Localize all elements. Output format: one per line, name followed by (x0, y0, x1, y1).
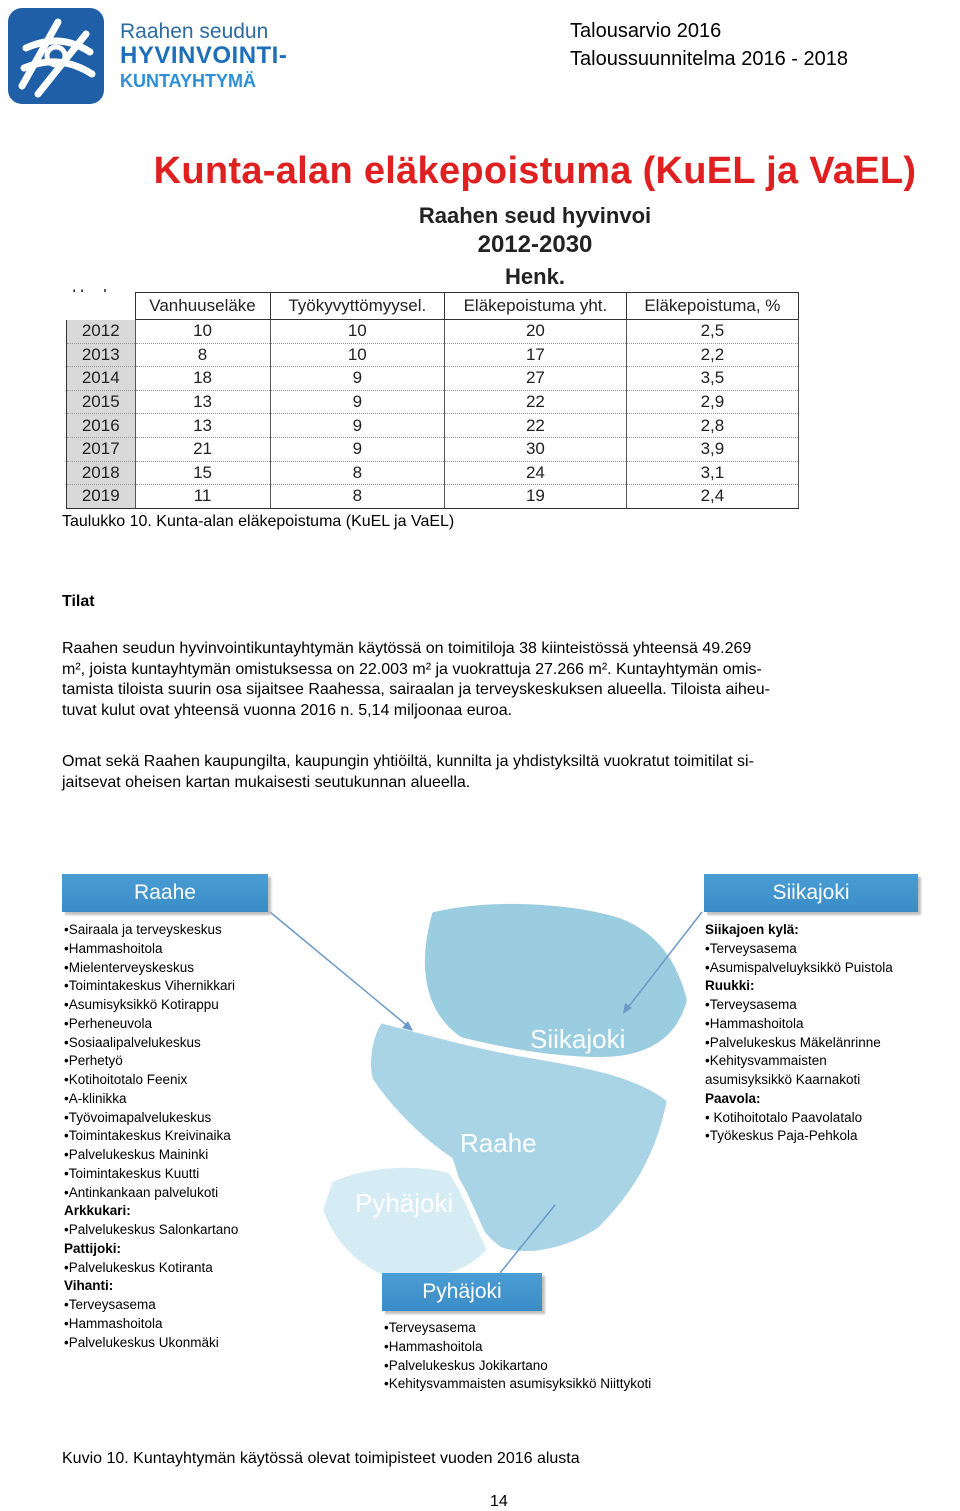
value-cell: 9 (270, 414, 445, 438)
paragraph-line: jaitsevat oheisen kartan mukaisesti seutukunnan alueella. (62, 773, 471, 791)
section-heading: Tilat (62, 593, 95, 610)
value-cell: 13 (135, 414, 270, 438)
pension-chart-subtitle-3: Henk. (505, 264, 565, 289)
value-cell: 8 (270, 485, 445, 509)
list-item: •Työkeskus Paja-Pehkola (705, 1128, 858, 1144)
paragraph-line: Raahen seudun hyvinvointikuntayhtymän käytössä on toimitiloja 38 kiinteistössä yhteensä 49.269 (62, 640, 752, 657)
value-cell: 2,8 (626, 414, 798, 438)
table-header-row (67, 293, 799, 320)
year-cell: 2017 (67, 437, 136, 461)
value-cell: 2,4 (626, 485, 798, 509)
value-cell: 9 (270, 437, 445, 461)
document-subtitle: Taloussuunnitelma 2016 - 2018 (570, 48, 848, 70)
value-cell: 15 (135, 461, 270, 485)
list-item: •Sairaala ja terveyskeskus (64, 922, 222, 937)
value-cell: 19 (445, 485, 627, 509)
value-cell: 3,9 (626, 437, 798, 461)
table-row (67, 320, 799, 344)
list-item: •A-klinikka (64, 1090, 127, 1106)
list-item: •Perhetyö (64, 1053, 123, 1069)
value-cell: 27 (445, 367, 627, 391)
list-item: •Mielenterveyskeskus (64, 959, 195, 975)
pyhajoki-box-title: Pyhäjoki (382, 1273, 542, 1311)
value-cell: 9 (270, 367, 445, 391)
value-cell: 11 (135, 485, 270, 509)
list-subheading: Pattijoki: (64, 1240, 122, 1256)
paragraph-line: Omat sekä Raahen kaupungilta, kaupungin yhtiöiltä, kunnilta ja yhdistyksiltä vuokratut toimitilat si- (62, 753, 754, 770)
value-cell: 13 (135, 390, 270, 414)
table-row (67, 437, 799, 461)
year-cell: 2019 (67, 485, 136, 509)
list-item: •Palvelukeskus Ukonmäki (64, 1334, 219, 1350)
value-cell: 22 (445, 390, 627, 414)
siikajoki-box-title: Siikajoki (704, 874, 918, 912)
year-cell: 2013 (67, 343, 136, 367)
paragraph-1 (62, 639, 948, 721)
value-cell: 10 (135, 320, 270, 344)
paragraph-line: tamista tiloista suurin osa sijaitsee Raahessa, sairaalan ja terveyskeskuksen alueella. Tiloista aiheu- (62, 681, 770, 698)
list-item: •Hammashoitola (384, 1338, 483, 1354)
year-cell: 2015 (67, 390, 136, 414)
list-item: • Kotihoitotalo Paavolatalo (705, 1109, 863, 1125)
value-cell: 2,2 (626, 343, 798, 367)
pension-table (66, 292, 799, 509)
list-item: •Palvelukeskus Jokikartano (384, 1357, 548, 1373)
list-subheading: Siikajoen kylä: (705, 922, 799, 937)
list-item: •Kotihoitotalo Feenix (64, 1072, 188, 1087)
year-cell: 2016 (67, 414, 136, 438)
document-title: Talousarvio 2016 (570, 20, 722, 42)
paragraph-line: tuvat kulut ovat yhteensä vuonna 2016 n. 5,14 miljoonaa euroa. (62, 701, 513, 719)
map-label-raahe: Raahe (460, 1128, 537, 1158)
value-cell: 30 (445, 437, 627, 461)
value-cell: 9 (270, 390, 445, 414)
org-name-line-3: KUNTAYHTYMÄ (120, 71, 257, 91)
column-header: Vanhuuseläke (135, 293, 270, 320)
value-cell: 22 (445, 414, 627, 438)
pension-chart-title: Kunta-alan eläkepoistuma (KuEL ja VaEL) (153, 150, 917, 192)
list-item: •Asumispalveluyksikkö Puistola (705, 959, 893, 975)
paragraph-2 (62, 752, 948, 793)
table-row (67, 367, 799, 391)
list-item: •Perheneuvola (64, 1015, 153, 1031)
list-item: •Asumisyksikkö Kotirappu (64, 997, 219, 1012)
list-item: •Terveysasema (64, 1297, 156, 1312)
list-item: •Sosiaalipalvelukeskus (64, 1034, 201, 1050)
figure-caption: Kuvio 10. Kuntayhtymän käytössä olevat toimipisteet vuoden 2016 alusta (62, 1450, 580, 1467)
list-item: •Hammashoitola (705, 1015, 804, 1031)
table-row (67, 390, 799, 414)
list-item: •Työvoimapalvelukeskus (64, 1109, 212, 1125)
raahe-location-list (64, 921, 274, 1352)
value-cell: 24 (445, 461, 627, 485)
map-label-pyhajoki: Pyhäjoki (355, 1188, 454, 1218)
pension-chart-subtitle-2: 2012-2030 (477, 231, 593, 258)
list-item: •Palvelukeskus Kotiranta (64, 1259, 213, 1275)
value-cell: 3,1 (626, 461, 798, 485)
table-caption: Taulukko 10. Kunta-alan eläkepoistuma (KuEL ja VaEL) (62, 513, 455, 530)
list-item: •Palvelukeskus Mäkelänrinne (705, 1034, 881, 1050)
value-cell: 8 (270, 461, 445, 485)
page-number: 14 (490, 1493, 508, 1510)
value-cell: 21 (135, 437, 270, 461)
list-item: asumisyksikkö Kaarnakoti (705, 1072, 861, 1087)
list-item: •Palvelukeskus Maininki (64, 1147, 209, 1162)
list-subheading: Ruukki: (705, 978, 755, 994)
value-cell: 3,5 (626, 367, 798, 391)
list-item: •Kehitysvammaisten (705, 1053, 827, 1069)
list-item: •Antinkankaan palvelukoti (64, 1184, 219, 1200)
column-header: Eläkepoistuma, % (626, 293, 798, 320)
list-item: •Kehitysvammaisten asumisyksikkö Niittykoti (384, 1376, 652, 1392)
org-name-line-1: Raahen seudun (120, 20, 269, 43)
year-cell: 2014 (67, 367, 136, 391)
siikajoki-location-list (705, 921, 945, 1146)
paragraph-line: m², joista kuntayhtymän omistuksessa on 22.003 m² ja vuokrattuja 27.266 m². Kuntayhtymän omis- (62, 660, 762, 678)
list-item: •Toimintakeskus Vihernikkari (64, 978, 236, 994)
value-cell: 18 (135, 367, 270, 391)
list-item: •Terveysasema (705, 997, 797, 1012)
value-cell: 2,5 (626, 320, 798, 344)
list-item: •Terveysasema (384, 1320, 476, 1335)
list-item: •Hammashoitola (64, 1315, 163, 1331)
value-cell: 8 (135, 343, 270, 367)
value-cell: 17 (445, 343, 627, 367)
list-subheading: Vihanti: (64, 1278, 114, 1294)
list-item: •Hammashoitola (64, 940, 163, 956)
raahe-box-title: Raahe (62, 874, 268, 912)
table-row (67, 343, 799, 367)
list-subheading: Arkkukari: (64, 1203, 131, 1219)
value-cell: 10 (270, 343, 445, 367)
column-header: Eläkepoistuma yht. (445, 293, 627, 320)
pension-chart-subtitle-1: Raahen seud hyvinvoi (418, 203, 652, 228)
list-item: •Toimintakeskus Kuutti (64, 1165, 200, 1181)
table-row (67, 461, 799, 485)
table-row (67, 485, 799, 509)
map-label-siikajoki: Siikajoki (530, 1024, 626, 1054)
list-item: •Terveysasema (705, 940, 797, 956)
list-item: •Palvelukeskus Salonkartano (64, 1222, 239, 1237)
year-column-header (67, 293, 136, 320)
value-cell: 10 (270, 320, 445, 344)
list-item: •Toimintakeskus Kreivinaika (64, 1128, 231, 1144)
list-subheading: Paavola: (705, 1090, 761, 1106)
year-cell: 2018 (67, 461, 136, 485)
year-cell: 2012 (67, 320, 136, 344)
pyhajoki-location-list (384, 1319, 714, 1394)
column-header: Työkyvyttömyysel. (270, 293, 445, 320)
value-cell: 2,9 (626, 390, 798, 414)
value-cell: 20 (445, 320, 627, 344)
region-map (270, 890, 740, 1290)
organization-logo (8, 8, 104, 104)
org-name-line-2: HYVINVOINTI- (120, 42, 288, 69)
table-row (67, 414, 799, 438)
